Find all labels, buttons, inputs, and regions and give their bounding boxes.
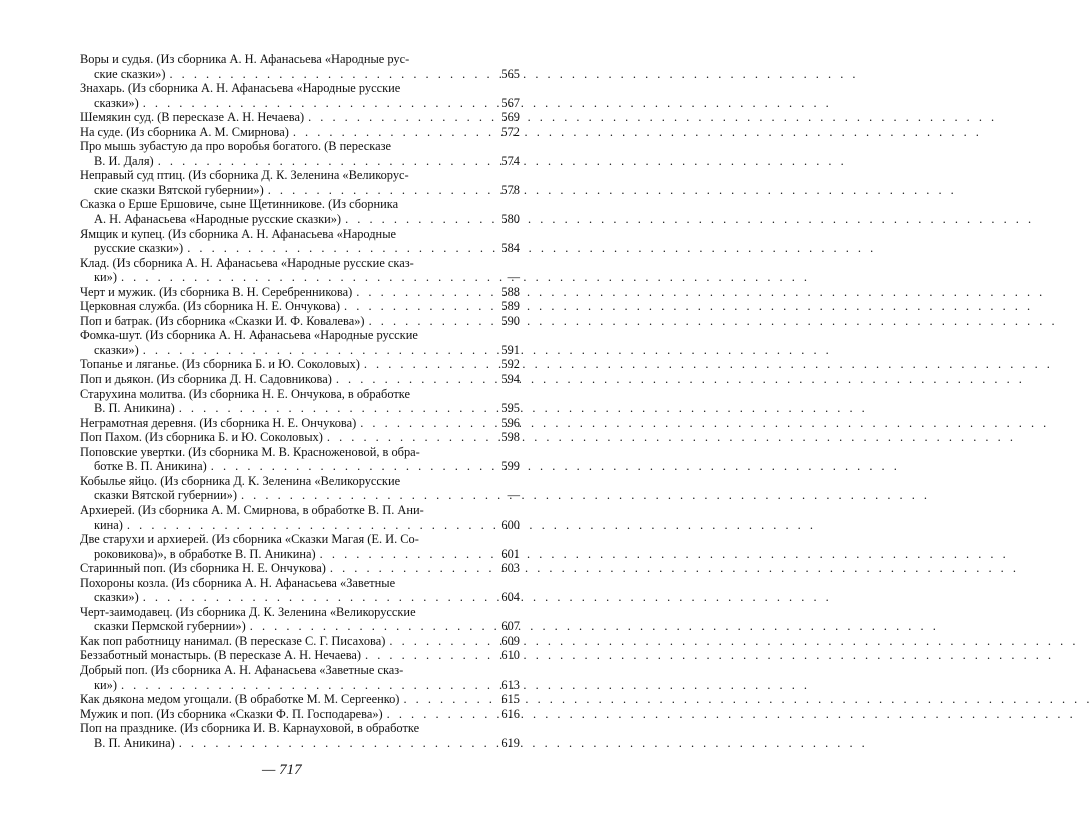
toc-entry-text: Поп на празднике. (Из сборника И. В. Карнауховой, в обработке [80, 721, 420, 736]
toc-entry-line [80, 736, 520, 751]
toc-entry-line [80, 299, 520, 314]
toc-entry-text: Сказка о Ерше Ершовиче, сыне Щетинникове. (Из сборника [80, 197, 399, 212]
toc-entry-text: сказки Вятской губернии») [94, 488, 237, 503]
toc-entry [80, 52, 520, 81]
toc-entry-text: Архиерей. (Из сборника А. М. Смирнова, в обработке В. П. Ани- [80, 502, 424, 517]
toc-entry-line [80, 518, 520, 533]
toc-entry-line [80, 605, 520, 620]
toc-entry-text: Ямщик и купец. (Из сборника А. Н. Афанасьева «Народные [80, 226, 397, 241]
toc-entry-line [80, 401, 520, 416]
toc-entry-text: Неграмотная деревня. (Из сборника Н. Е. Ончукова) [80, 415, 357, 430]
toc-page-number: 589 [501, 299, 520, 314]
toc-entry-line [80, 110, 520, 125]
toc-page-number: 588 [501, 284, 520, 299]
toc-page-number: 567 [501, 95, 520, 110]
toc-entry-text: А. Н. Афанасьева «Народные русские сказки») [94, 212, 342, 227]
table-of-contents [80, 52, 520, 750]
dot-leader [121, 270, 490, 285]
toc-entry [80, 576, 520, 605]
toc-page-number: 591 [501, 342, 520, 357]
toc-entry-text: Поп и дьякон. (Из сборника Д. Н. Садовникова) [80, 372, 332, 387]
page-number: — 717 [262, 762, 302, 778]
toc-entry-text: сказки») [94, 342, 139, 357]
dot-leader [369, 314, 490, 329]
dot-leader [143, 96, 490, 111]
toc-entry-text: Топанье и ляганье. (Из сборника Б. и Ю. Соколовых) [80, 357, 360, 372]
toc-entry-text: роковикова)», в обработке В. П. Аникина) [94, 546, 316, 561]
toc-page-number: 584 [501, 241, 520, 256]
toc-page-number: 609 [501, 633, 520, 648]
toc-entry-text: сказки») [94, 95, 139, 110]
dot-leader [365, 648, 490, 663]
toc-page-number: 604 [501, 590, 520, 605]
toc-entry [80, 285, 520, 300]
toc-page-number: 594 [501, 372, 520, 387]
dot-leader [344, 299, 490, 314]
toc-entry-line [80, 314, 520, 329]
toc-entry-text: Кобылье яйцо. (Из сборника Д. К. Зеленина «Великорусские [80, 473, 401, 488]
toc-entry [80, 721, 520, 750]
toc-entry-line [80, 125, 520, 140]
toc-page-number: 610 [501, 648, 520, 663]
toc-entry-text: На суде. (Из сборника А. М. Смирнова) [80, 124, 289, 139]
toc-entry-line [80, 488, 520, 503]
toc-entry-line [80, 503, 520, 518]
toc-entry-line [80, 241, 520, 256]
toc-entry-text: Поп Пахом. (Из сборника Б. и Ю. Соколовых) [80, 430, 323, 445]
toc-entry-line [80, 343, 520, 358]
toc-entry-text: Клад. (Из сборника А. Н. Афанасьева «Народные русские сказ- [80, 255, 414, 270]
toc-entry [80, 648, 520, 663]
toc-entry [80, 663, 520, 692]
toc-entry [80, 314, 520, 329]
toc-page-number: 619 [501, 735, 520, 750]
toc-entry-text: Фомка-шут. (Из сборника А. Н. Афанасьева «Народные русские [80, 328, 418, 343]
dot-leader [389, 634, 490, 649]
toc-entry-line [80, 67, 520, 82]
toc-entry-text: Добрый поп. (Из сборника А. Н. Афанасьева «Заветные сказ- [80, 662, 404, 677]
toc-entry-line [80, 576, 520, 591]
toc-entry-line [80, 678, 520, 693]
toc-entry [80, 125, 520, 140]
dot-leader [187, 241, 490, 256]
toc-entry [80, 634, 520, 649]
toc-entry-text: русские сказки») [94, 241, 184, 256]
toc-page-number: 601 [501, 546, 520, 561]
toc-entry [80, 227, 520, 256]
dot-leader [158, 154, 490, 169]
toc-page-number: 590 [501, 313, 520, 328]
toc-page-number: 603 [501, 561, 520, 576]
dot-leader [121, 678, 490, 693]
dot-leader [330, 561, 490, 576]
toc-entry-text: Как поп работницу нанимал. (В пересказе С. Г. Писахова) [80, 633, 386, 648]
dot-leader [360, 416, 490, 431]
toc-entry [80, 387, 520, 416]
toc-entry [80, 532, 520, 561]
toc-entry-line [80, 81, 520, 96]
toc-entry-line [80, 328, 520, 343]
toc-entry-line [80, 96, 520, 111]
toc-entry-line [80, 721, 520, 736]
toc-entry-line [80, 387, 520, 402]
toc-entry-text: Знахарь. (Из сборника А. Н. Афанасьева «Народные русские [80, 81, 401, 96]
toc-page-number: 565 [501, 66, 520, 81]
toc-entry-line [80, 357, 520, 372]
toc-page-number: 596 [501, 415, 520, 430]
toc-entry-line [80, 459, 520, 474]
toc-entry-text: Поповские увертки. (Из сборника М. В. Красноженовой, в обра- [80, 444, 420, 459]
toc-entry-text: Старухина молитва. (Из сборника Н. Е. Ончукова, в обработке [80, 386, 411, 401]
toc-entry-line [80, 634, 520, 649]
dot-leader [336, 372, 490, 387]
toc-entry [80, 168, 520, 197]
toc-entry [80, 139, 520, 168]
dot-leader [345, 212, 490, 227]
toc-page-number: 615 [501, 692, 520, 707]
toc-page-number: 599 [501, 459, 520, 474]
toc-entry-text: кина) [94, 517, 123, 532]
toc-entry [80, 605, 520, 634]
toc-entry [80, 328, 520, 357]
toc-entry-line [80, 547, 520, 562]
dot-leader [127, 518, 490, 533]
toc-page-number: 616 [501, 706, 520, 721]
toc-entry [80, 357, 520, 372]
toc-entry-text: Поп и батрак. (Из сборника «Сказки И. Ф. Ковалева») [80, 313, 365, 328]
dot-leader [356, 285, 490, 300]
toc-entry-text: ботке В. П. Аникина) [94, 459, 207, 474]
toc-entry-line [80, 139, 520, 154]
dot-leader [293, 125, 490, 140]
toc-entry-text: сказки») [94, 590, 139, 605]
toc-entry-text: ские сказки Вятской губернии») [94, 182, 264, 197]
toc-entry [80, 197, 520, 226]
toc-entry-line [80, 692, 520, 707]
dot-leader [268, 183, 490, 198]
toc-entry-line [80, 270, 520, 285]
toc-entry [80, 430, 520, 445]
toc-entry-text: В. П. Аникина) [94, 401, 175, 416]
dot-leader [250, 619, 490, 634]
toc-entry-line [80, 197, 520, 212]
toc-entry-text: В. П. Аникина) [94, 735, 175, 750]
toc-entry-line [80, 707, 520, 722]
toc-entry-line [80, 372, 520, 387]
toc-page-number: 580 [501, 212, 520, 227]
toc-page-number: — [507, 488, 520, 503]
toc-entry [80, 445, 520, 474]
dot-leader [211, 459, 490, 474]
toc-page-number: — [507, 270, 520, 285]
toc-page-number: 595 [501, 401, 520, 416]
toc-entry-text: В. И. Даля) [94, 153, 154, 168]
toc-entry [80, 707, 520, 722]
toc-entry-text: ки») [94, 270, 117, 285]
toc-entry-text: Две старухи и архиерей. (Из сборника «Сказки Магая (Е. И. Со- [80, 532, 419, 547]
toc-page-number: 600 [501, 517, 520, 532]
toc-entry-text: Черт и мужик. (Из сборника В. Н. Серебренникова) [80, 284, 353, 299]
toc-entry-line [80, 663, 520, 678]
toc-entry-text: ские сказки») [94, 66, 166, 81]
toc-entry-text: Церковная служба. (Из сборника Н. Е. Ончукова) [80, 299, 341, 314]
toc-entry [80, 561, 520, 576]
toc-entry-text: Черт-заимодавец. (Из сборника Д. К. Зеленина «Великорусские [80, 604, 416, 619]
toc-entry-line [80, 416, 520, 431]
toc-entry-line [80, 227, 520, 242]
toc-entry-text: Шемякин суд. (В пересказе А. Н. Нечаева) [80, 110, 305, 125]
dot-leader [143, 590, 490, 605]
toc-entry-line [80, 285, 520, 300]
dot-leader [169, 67, 490, 82]
dot-leader [320, 547, 490, 562]
toc-entry [80, 110, 520, 125]
toc-entry-text: Мужик и поп. (Из сборника «Сказки Ф. П. Господарева») [80, 706, 383, 721]
toc-entry-line [80, 154, 520, 169]
toc-page-number: 572 [501, 124, 520, 139]
toc-page-number: 613 [501, 677, 520, 692]
toc-entry-line [80, 212, 520, 227]
toc-entry [80, 474, 520, 503]
dot-leader [241, 488, 490, 503]
toc-entry [80, 416, 520, 431]
dot-leader [179, 736, 490, 751]
toc-entry-text: Неправый суд птиц. (Из сборника Д. К. Зеленина «Великорус- [80, 168, 409, 183]
toc-entry-text: Как дьякона медом угощали. (В обработке М. М. Сергеенко) [80, 692, 400, 707]
toc-entry-line [80, 561, 520, 576]
toc-entry-line [80, 590, 520, 605]
toc-entry [80, 256, 520, 285]
toc-page-number: 574 [501, 153, 520, 168]
dot-leader [179, 401, 490, 416]
toc-entry-text: Беззаботный монастырь. (В пересказе А. Н. Нечаева) [80, 648, 362, 663]
toc-entry [80, 692, 520, 707]
toc-entry-line [80, 256, 520, 271]
toc-entry [80, 81, 520, 110]
toc-page-number: 592 [501, 357, 520, 372]
toc-entry-line [80, 532, 520, 547]
dot-leader [403, 692, 490, 707]
toc-page-number: 578 [501, 182, 520, 197]
dot-leader [387, 707, 490, 722]
toc-entry-text: Воры и судья. (Из сборника А. Н. Афанасьева «Народные рус- [80, 52, 410, 66]
toc-page-number: 569 [501, 110, 520, 125]
dot-leader [364, 357, 490, 372]
toc-entry-line [80, 183, 520, 198]
dot-leader [143, 343, 490, 358]
toc-entry [80, 372, 520, 387]
toc-entry-text: Про мышь зубастую да про воробья богатого. (В пересказе [80, 139, 392, 154]
toc-entry-line [80, 52, 520, 67]
dot-leader [308, 110, 490, 125]
toc-entry-text: ки») [94, 677, 117, 692]
toc-entry-line [80, 648, 520, 663]
toc-entry-line [80, 474, 520, 489]
dot-leader [327, 430, 490, 445]
toc-entry [80, 299, 520, 314]
toc-page-number: 607 [501, 619, 520, 634]
toc-entry-line [80, 619, 520, 634]
toc-entry-line [80, 430, 520, 445]
toc-entry [80, 503, 520, 532]
toc-entry-line [80, 445, 520, 460]
toc-entry-text: сказки Пермской губернии») [94, 619, 246, 634]
toc-page-number: 598 [501, 430, 520, 445]
toc-entry-text: Похороны козла. (Из сборника А. Н. Афанасьева «Заветные [80, 575, 396, 590]
toc-entry-line [80, 168, 520, 183]
toc-entry-text: Старинный поп. (Из сборника Н. Е. Ончукова) [80, 561, 326, 576]
